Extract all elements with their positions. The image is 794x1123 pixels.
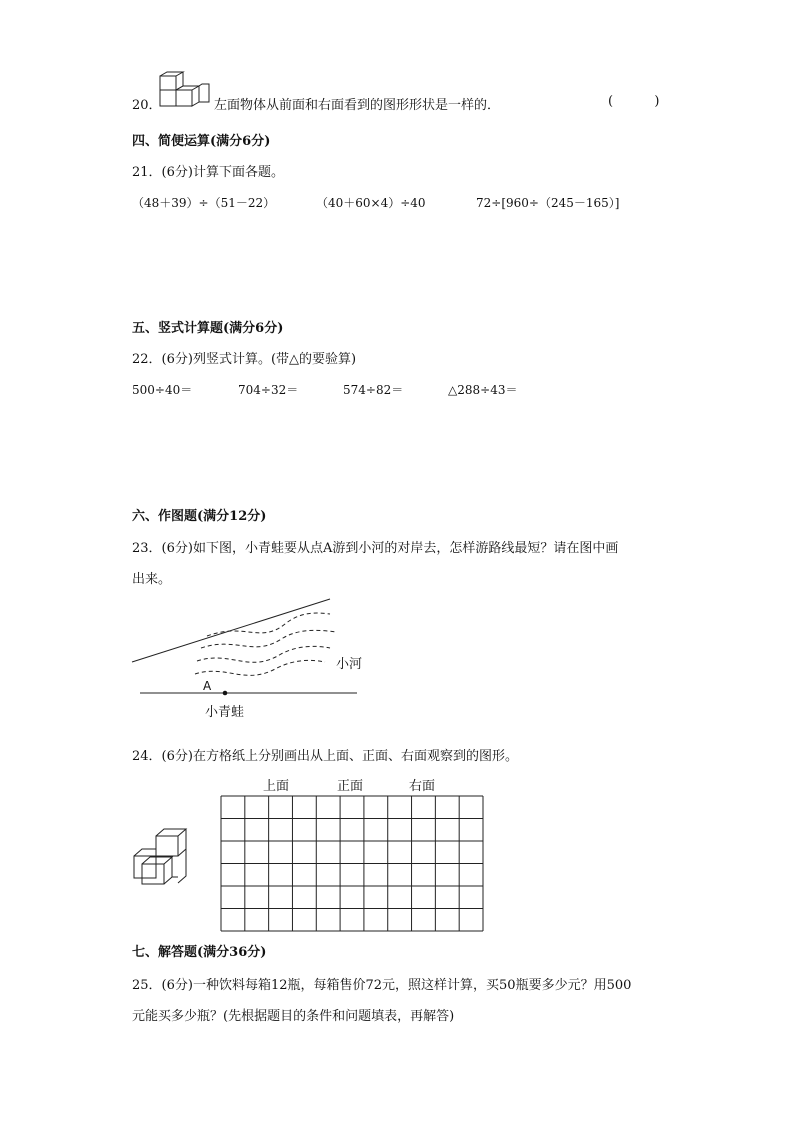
q22-expr-4: △288÷43＝ [448, 383, 518, 397]
label-a: A [203, 679, 212, 693]
grid-label-right: 右面 [409, 779, 436, 794]
section6-title: 六、作图题(满分12分) [132, 509, 267, 524]
label-frog: 小青蛙 [205, 705, 245, 720]
q21-expr-3: 72÷[960÷（245－165）] [476, 196, 620, 210]
q22-expr-1: 500÷40＝ [132, 383, 193, 397]
q25-line1: 25．(6分)一种饮料每箱12瓶，每箱售价72元，照这样计算，买50瓶要多少元？用500 [132, 978, 632, 993]
q20-number: 20． [132, 98, 162, 113]
q21-expr-2: （40＋60×4）÷40 [316, 196, 426, 210]
q20-answer-bracket[interactable]: ( ) [608, 94, 660, 109]
q23-line2: 出来。 [132, 572, 172, 587]
q21-expr-1: （48＋39）÷（51－22） [132, 196, 276, 210]
far-bank-line [132, 599, 330, 662]
q23-line1: 23．(6分)如下图，小青蛙要从点A游到小河的对岸去，怎样游路线最短？请在图中画 [132, 541, 619, 556]
q20-cube-figure [157, 70, 213, 108]
grid-label-top: 上面 [263, 779, 290, 794]
section7-title: 七、解答题(满分36分) [132, 945, 267, 960]
point-a [223, 691, 228, 696]
label-river: 小河 [336, 657, 363, 672]
q24-text: 24．(6分)在方格纸上分别画出从上面、正面、右面观察到的图形。 [132, 749, 518, 764]
grid-label-front: 正面 [337, 779, 364, 794]
section5-title: 五、竖式计算题(满分6分) [132, 321, 284, 336]
q23-river-diagram [125, 592, 365, 722]
q20-text: 左面物体从前面和右面看到的图形形状是一样的． [214, 98, 501, 113]
section4-title: 四、简便运算(满分6分) [132, 134, 271, 149]
q22-text: 22．(6分)列竖式计算。(带△的要验算) [132, 352, 357, 367]
q21-text: 21．(6分)计算下面各题。 [132, 165, 284, 180]
q22-expr-2: 704÷32＝ [238, 383, 299, 397]
q24-cube-figure [128, 826, 192, 888]
q24-square-grid[interactable] [220, 795, 484, 932]
q22-expr-3: 574÷82＝ [343, 383, 404, 397]
q25-line2: 元能买多少瓶？(先根据题目的条件和问题填表，再解答) [132, 1009, 455, 1024]
